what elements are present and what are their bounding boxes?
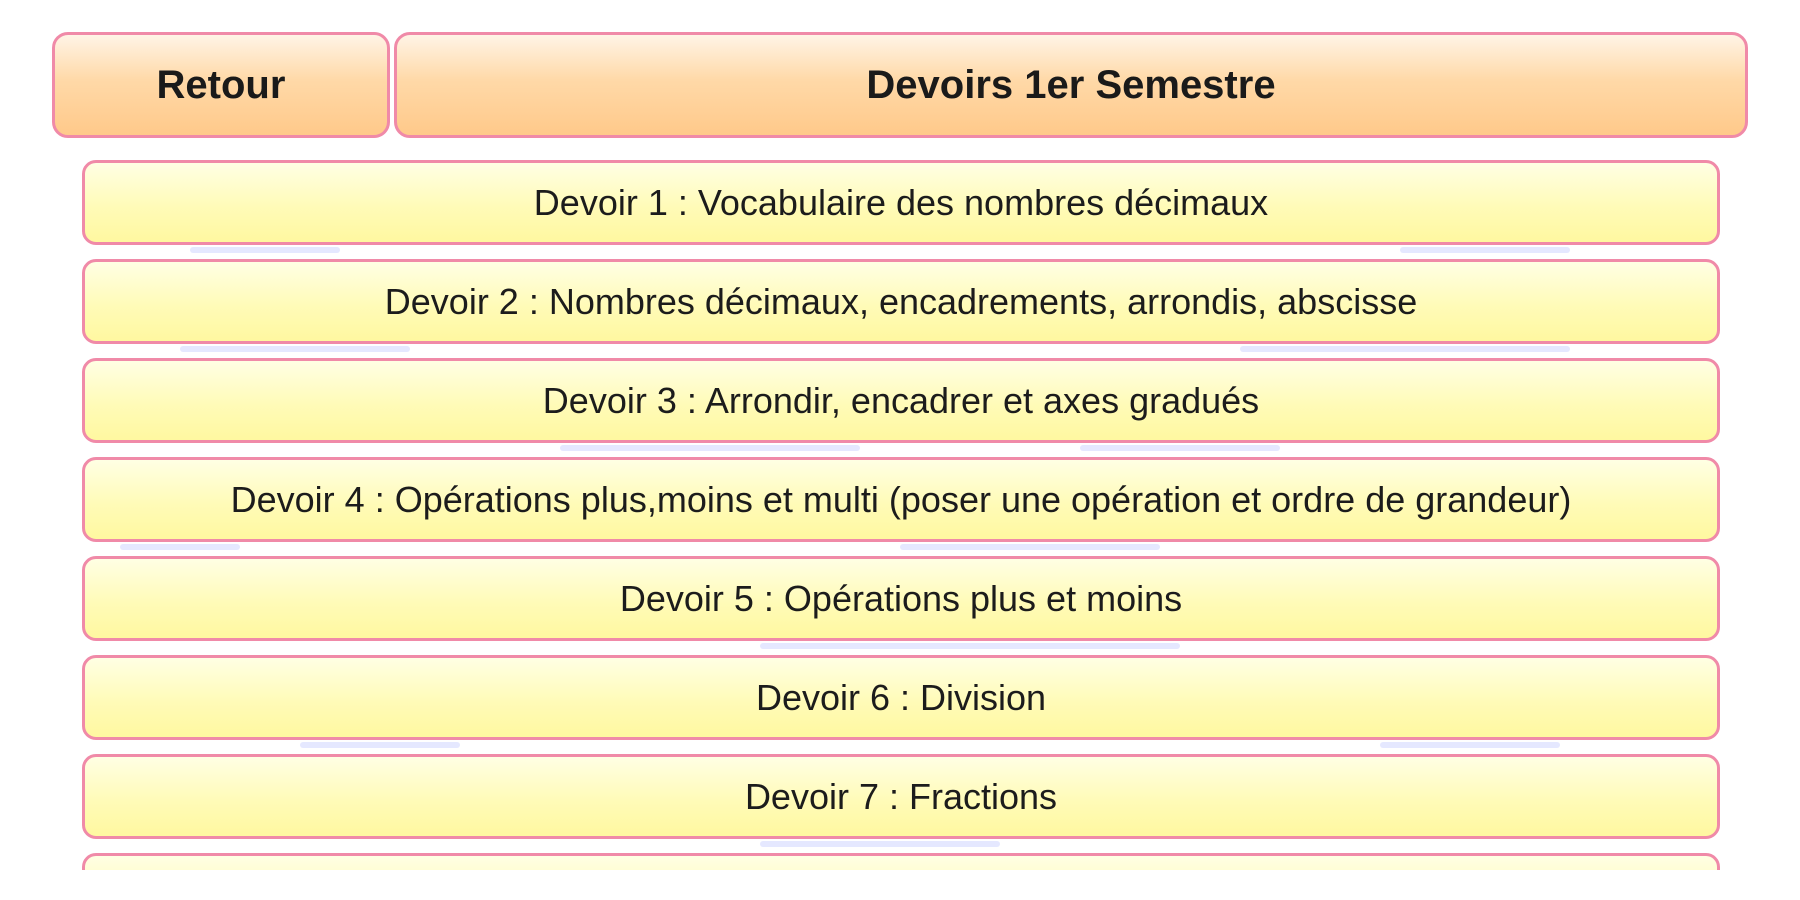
list-item-label: Devoir 6 : Division [755,676,1047,718]
homework-list [82,160,1720,870]
list-item-devoir-4[interactable] [82,457,1720,542]
list-item-label: Devoir 2 : Nombres décimaux, encadrements, arrondis, abscisse [384,280,1418,322]
list-item-label: Devoir 4 : Opérations plus,moins et multi (poser une opération et ordre de grandeur) [230,478,1572,520]
list-item-label: Devoir 7 : Fractions [744,775,1058,817]
list-item-partial[interactable] [82,853,1720,870]
list-item-label: Devoir 5 : Opérations plus et moins [619,577,1183,619]
list-item-devoir-1[interactable] [82,160,1720,245]
list-item-devoir-3[interactable] [82,358,1720,443]
list-item-devoir-6[interactable] [82,655,1720,740]
list-item-devoir-5[interactable] [82,556,1720,641]
list-item-label: Devoir 3 : Arrondir, encadrer et axes gradués [542,379,1260,421]
list-item-devoir-7[interactable] [82,754,1720,839]
page-title-label: Devoirs 1er Semestre [866,62,1276,107]
list-item-label: Devoir 1 : Vocabulaire des nombres décimaux [533,181,1269,223]
back-button-label: Retour [156,62,286,107]
list-item-devoir-2[interactable] [82,259,1720,344]
